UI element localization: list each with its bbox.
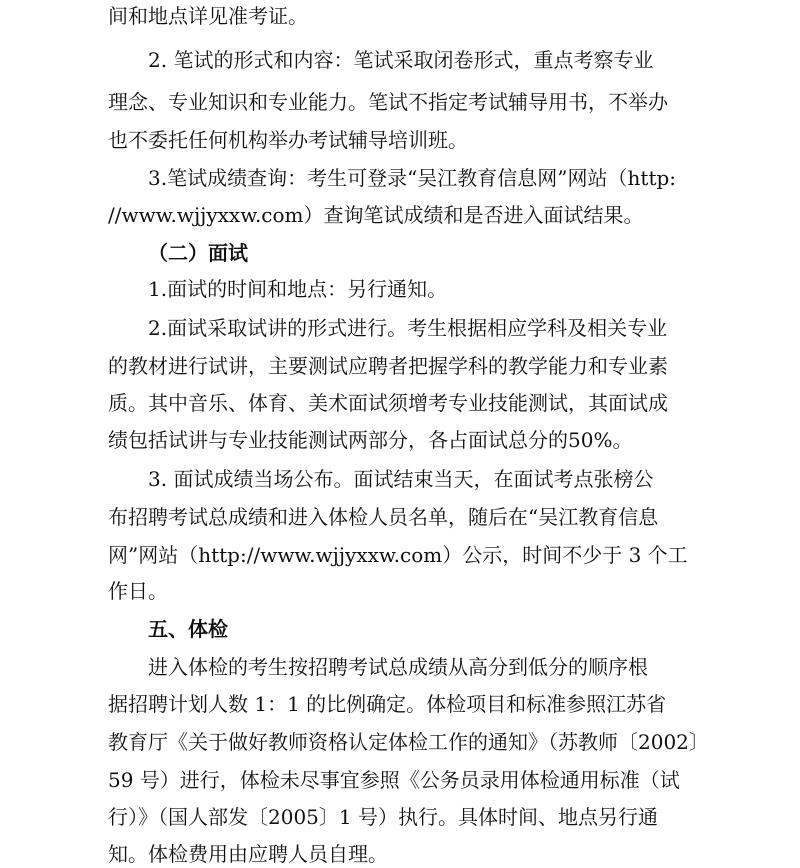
text-line: 知。体检费用由应聘人员自理。: [108, 842, 388, 866]
section-heading: （二）面试: [148, 241, 248, 265]
text-line: 59 号）进行，体检未尽事宜参照《公务员录用体检通用标准（试: [108, 768, 680, 792]
text-line: 2. 笔试的形式和内容：笔试采取闭卷形式，重点考察专业: [148, 48, 654, 72]
text-line: 的教材进行试讲，主要测试应聘者把握学科的教学能力和专业素: [108, 354, 668, 378]
text-line: 行）》（国人部发〔2005〕1 号）执行。具体时间、地点另行通: [108, 805, 658, 829]
text-line: 也不委托任何机构举办考试辅导培训班。: [108, 128, 468, 152]
text-line: //www.wjjyxxw.com）查询笔试成绩和是否进入面试结果。: [108, 203, 644, 227]
text-line: 据招聘计划人数 1：1 的比例确定。体检项目和标准参照江苏省: [108, 692, 667, 716]
text-line: 质。其中音乐、体育、美术面试须增考专业技能测试，其面试成: [108, 391, 668, 415]
text-line: 3.笔试成绩查询：考生可登录“吴江教育信息网”网站（http:: [148, 166, 677, 190]
text-line: 进入体检的考生按招聘考试总成绩从高分到低分的顺序根: [148, 655, 648, 679]
text-line: 绩包括试讲与专业技能测试两部分，各占面试总分的50%。: [108, 428, 633, 452]
text-line: 布招聘考试总成绩和进入体检人员名单，随后在“吴江教育信息: [108, 505, 659, 529]
text-line: 作日。: [108, 579, 168, 603]
text-line: 间和地点详见准考证。: [108, 4, 308, 28]
text-line: 1.面试的时间和地点：另行通知。: [148, 277, 448, 301]
text-line: 2.面试采取试讲的形式进行。考生根据相应学科及相关专业: [148, 316, 668, 340]
text-line: 网”网站（http://www.wjjyxxw.com）公示，时间不少于 3 个工: [108, 543, 688, 567]
text-line: 理念、专业知识和专业能力。笔试不指定考试辅导用书，不举办: [108, 90, 668, 114]
section-heading: 五、体检: [148, 617, 228, 641]
text-line: 教育厅《关于做好教师资格认定体检工作的通知》（苏教师〔2002〕: [108, 730, 709, 754]
text-line: 3. 面试成绩当场公布。面试结束当天，在面试考点张榜公: [148, 467, 654, 491]
